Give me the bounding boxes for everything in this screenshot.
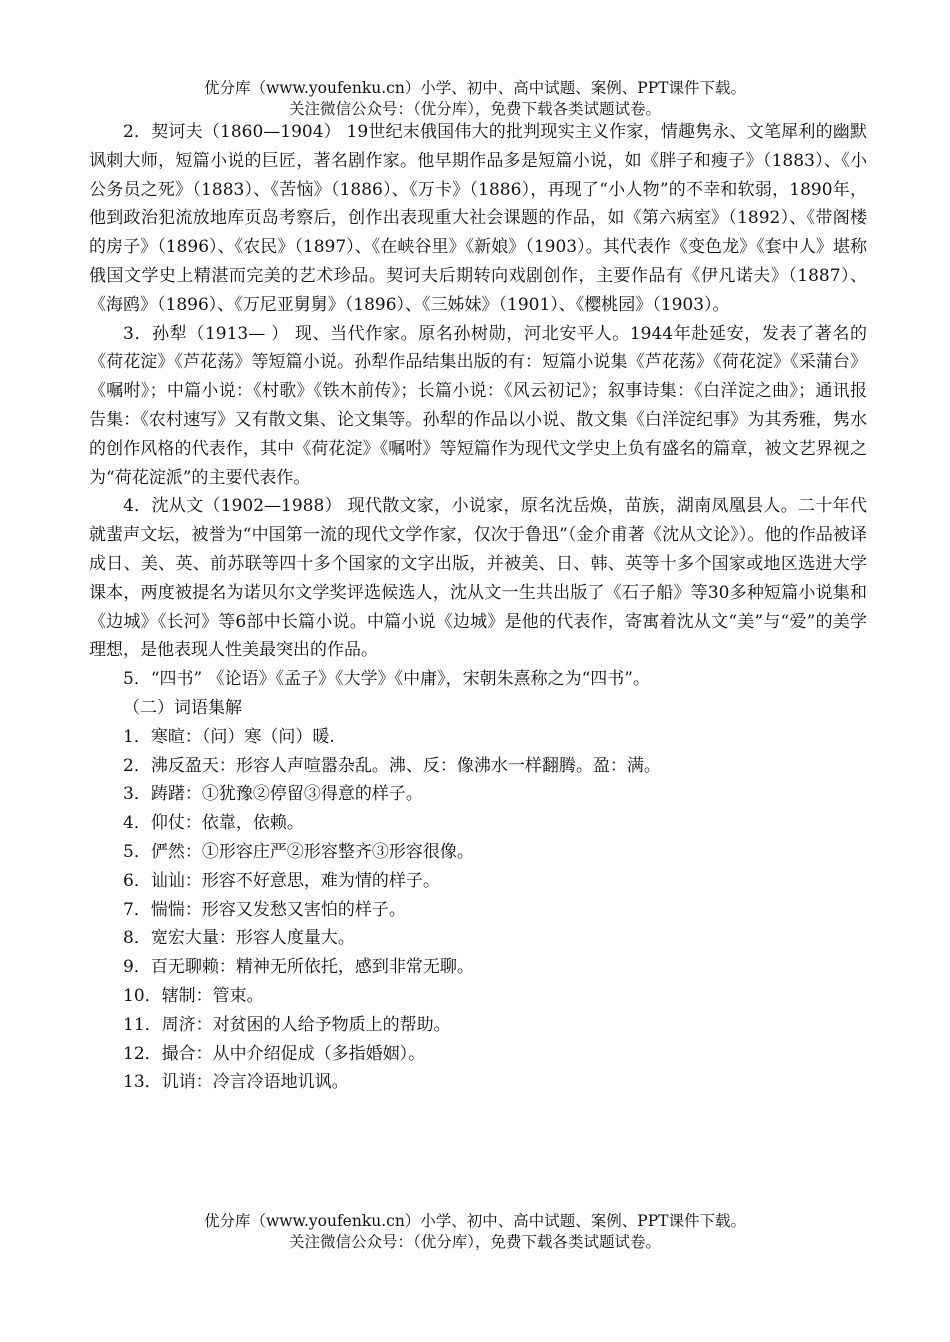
footer-line-1: 优分库（www.youfenku.cn）小学、初中、高中试题、案例、PPT课件下载。: [203, 1212, 747, 1230]
glossary-item: 7．惴惴：形容又发愁又害怕的样子。: [123, 899, 406, 920]
glossary-item: 8．宽宏大量：形容人度量大。: [123, 928, 355, 949]
glossary-item: 9．百无聊赖：精神无所依托，感到非常无聊。: [123, 957, 474, 978]
header-line-2: 关注微信公众号：（优分库），免费下载各类试题试卷。: [288, 100, 661, 118]
paragraph-sun-li: 3．孙犁（1913— ） 现、当代作家。原名孙树勋，河北安平人。1944年赴延安，发表了著名的《荷花淀》《芦花荡》等短篇小说。孙犁作品结集出版的有：短篇小说集《芦花荡》《荷花淀》《采蒲台》《嘱咐》；中篇小说：《村歌》《铁木前传》；长篇小说：《风云初记》；叙事诗集：《白洋淀之曲》；通讯报告集：《农村速写》又有散文集、论文集等。孙犁的作品以小说、散文集《白洋淀纪事》为其秀雅，隽水的创作风格的代表作，其中《荷花淀》《嘱咐》等短篇作为现代文学史上负有盛名的篇章，被文艺界视之为“荷花淀派”的主要代表作。: [89, 323, 867, 488]
paragraph-chekhov: 2．契诃夫（1860—1904） 19世纪末俄国伟大的批判现实主义作家，情趣隽永、文笔犀利的幽默讽刺大师，短篇小说的巨匠，著名剧作家。他早期作品多是短篇小说，如《胖子和瘦子》（1883）、《小公务员之死》（1883）、《苦恼》（1886）、《万卡》（1886），再现了“小人物”的不幸和软弱，1890年，他到政治犯流放地库页岛考察后，创作出表现重大社会课题的作品，如《第六病室》（1892）、《带阁楼的房子》（1896）、《农民》（1897）、《在峡谷里》《新娘》（1903）。其代表作《变色龙》《套中人》堪称俄国文学史上精湛而完美的艺术珍品。契诃夫后期转向戏剧创作，主要作品有《伊凡诺夫》（1887）、《海鸥》（1896）、《万尼亚舅舅》（1896）、《三姊妹》（1901）、《樱桃园》（1903）。: [89, 122, 867, 315]
glossary-item: 10．辖制：管束。: [123, 985, 264, 1006]
glossary-item: 3．踌躇：①犹豫②停留③得意的样子。: [123, 784, 423, 805]
glossary-item: 13．讥诮：冷言冷语地讥讽。: [123, 1072, 349, 1093]
header-line-1: 优分库（www.youfenku.cn）小学、初中、高中试题、案例、PPT课件下载。: [203, 79, 747, 97]
glossary-item: 5．俨然：①形容庄严②形容整齐③形容很像。: [123, 841, 474, 862]
page-header: [0, 78, 950, 120]
glossary-item: 2．沸反盈天：形容人声喧嚣杂乱。沸、反：像沸水一样翻腾。盈：满。: [123, 755, 661, 776]
paragraph-four-books: 5．“四书” 《论语》《孟子》《大学》《中庸》，宋朝朱熹称之为“四书”。: [123, 669, 650, 690]
glossary-item: 11．周济：对贫困的人给予物质上的帮助。: [123, 1014, 451, 1035]
page-footer: [0, 1211, 950, 1253]
glossary-item: 4．仰仗：依靠，依赖。: [123, 813, 304, 834]
paragraph-shen-congwen: 4．沈从文（1902—1988） 现代散文家，小说家，原名沈岳焕，苗族，湖南凤凰县人。二十年代就蜚声文坛，被誉为“中国第一流的现代文学作家，仅次于鲁迅”（金介甫著《沈从文论》）。他的作品被译成日、美、英、前苏联等四十多个国家的文字出版，并被美、日、韩、英等十多个国家或地区选进大学课本，两度被提名为诺贝尔文学奖评选候选人，沈从文一生共出版了《石子船》等30多种短篇小说集和《边城》《长河》等6部中长篇小说。中篇小说《边城》是他的代表作，寄寓着沈从文“美”与“爱”的美学理想，是他表现人性美最突出的作品。: [89, 496, 867, 661]
section-heading-glossary: （二）词语集解: [123, 697, 242, 718]
glossary-item: 12．撮合：从中介绍促成（多指婚姻）。: [123, 1043, 426, 1064]
document-body: [89, 118, 867, 1097]
glossary-item: 6．讪讪：形容不好意思，难为情的样子。: [123, 870, 440, 891]
footer-line-2: 关注微信公众号：（优分库），免费下载各类试题试卷。: [288, 1233, 661, 1251]
glossary-list: [89, 723, 867, 1097]
glossary-item: 1．寒暄：（问）寒（问）暖.: [123, 726, 335, 747]
